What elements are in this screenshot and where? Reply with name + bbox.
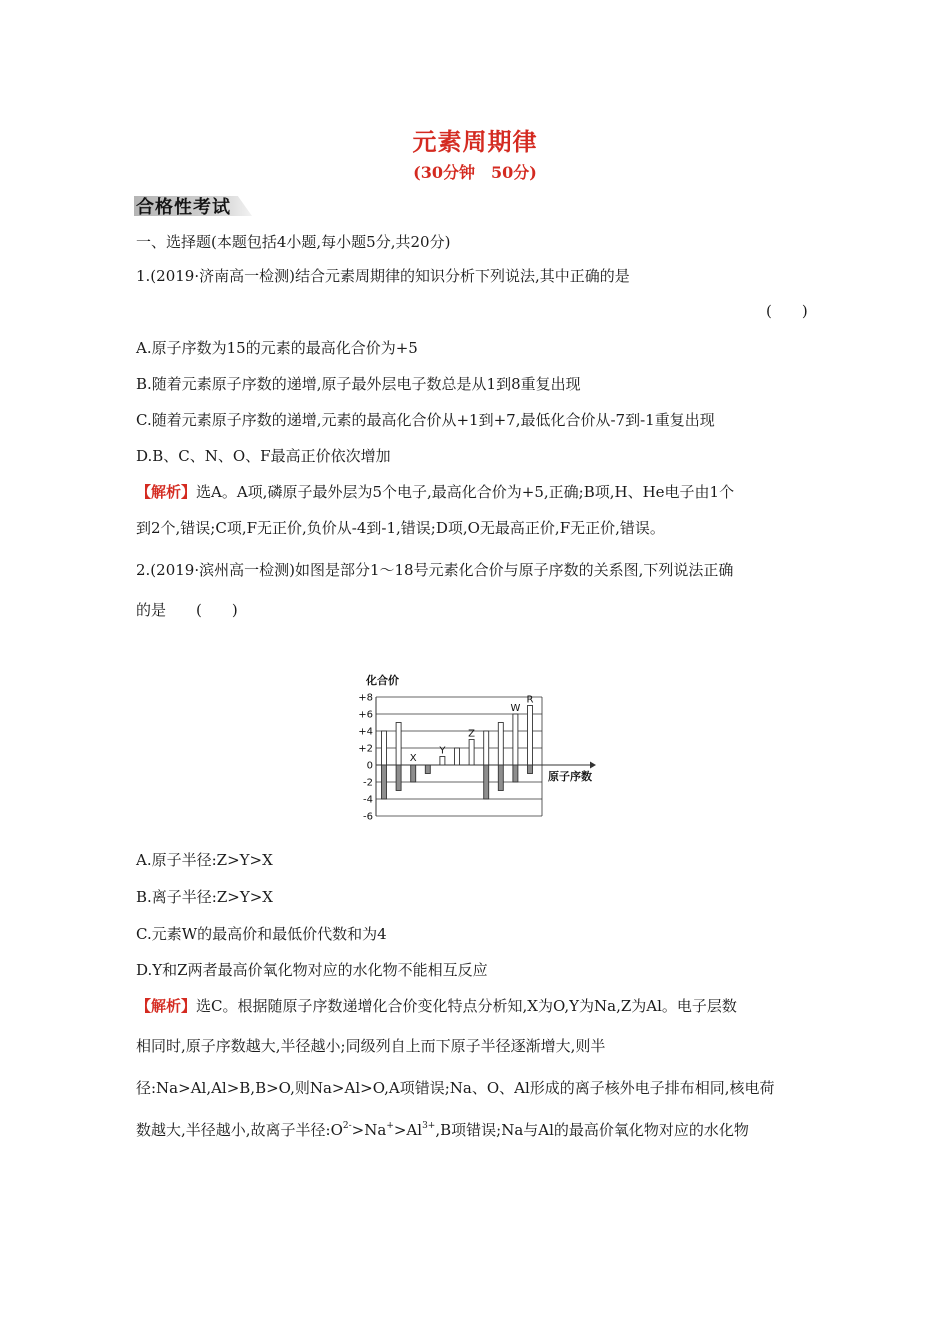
bar-label: Y [439,745,446,757]
part-heading: 一、选择题(本题包括4小题,每小题5分,共20分) [136,233,451,251]
bar-negative [528,765,533,774]
q1-option-b: B.随着元素原子序数的递增,原子最外层电子数总是从1到8重复出现 [136,375,581,393]
x-axis-label: 原子序数 [548,770,592,783]
q2-option-c: C.元素W的最高价和最低价代数和为4 [136,925,387,943]
q2-analysis-line-4 [136,1120,749,1140]
q2-analysis-line-1 [136,996,737,1016]
bar-negative [411,765,416,782]
q2-analysis-line-3: 径:Na>Al,Al>B,B>O,则Na>Al>O,A项错误;Na、O、Al形成的离子核外电子排布相同,核电荷 [136,1079,775,1097]
page-subtitle: (30分钟 50分) [413,163,537,182]
y-tick-label: -6 [363,811,373,823]
page-title: 元素周期律 [412,127,538,156]
valence-chart [352,670,612,825]
y-tick-label: +6 [358,709,373,721]
q1-analysis-text-1: 选A。A项,磷原子最外层为5个电子,最高化合价为+5,正确;B项,H、He电子由1个 [196,483,735,501]
q2-stem-line-2: 的是 ( ) [136,601,238,619]
bar-negative [382,765,387,799]
valence-chart-svg [352,670,612,825]
x-axis-arrow [590,762,596,769]
q2-option-a: A.原子半径:Z>Y>X [136,851,273,869]
bar-label: Z [468,728,476,740]
sodium-ion-charge: + [386,1121,394,1131]
oxide-ion-charge: 2- [342,1121,352,1131]
q1-analysis-tag: 【解析】 [136,483,197,501]
q1-answer-blank: ( ) [766,302,808,320]
q1-option-a: A.原子序数为15的元素的最高化合价为+5 [136,339,418,357]
q2-analysis-text-1: 选C。根据随原子序数递增化合价变化特点分析知,X为O,Y为Na,Z为Al。电子层数 [196,997,737,1015]
section-banner-label: 合格性考试 [136,197,231,218]
q2-analysis-text-4c: >Al [393,1121,423,1139]
bar-positive [513,714,518,765]
q1-analysis-line-1 [136,482,734,502]
q2-option-d: D.Y和Z两者最高价氧化物对应的水化物不能相互反应 [136,961,488,979]
q2-stem-line-1: 2.(2019·滨州高一检测)如图是部分1～18号元素化合价与原子序数的关系图,下列说法正确 [136,561,734,579]
bar-positive [440,757,445,766]
bar-negative [498,765,503,791]
aluminium-ion-charge: 3+ [422,1121,436,1131]
q2-analysis-text-4d: ,B项错误;Na与Al的最高价氧化物对应的水化物 [435,1121,749,1139]
bar-positive [484,731,489,765]
bar-label: R [526,694,534,706]
q2-analysis-tag: 【解析】 [136,997,197,1015]
q1-option-c: C.随着元素原子序数的递增,元素的最高化合价从+1到+7,最低化合价从-7到-1重复出现 [136,411,715,429]
bar-negative [484,765,489,799]
y-tick-label: +2 [358,743,373,755]
bar-positive [396,723,401,766]
q1-analysis-line-2: 到2个,错误;C项,F无正价,负价从-4到-1,错误;D项,O无最高正价,F无正价,错误。 [136,519,665,537]
y-tick-label: +4 [358,726,373,738]
q2-analysis-line-2: 相同时,原子序数越大,半径越小;同级列自上而下原子半径逐渐增大,则半 [136,1037,606,1055]
y-tick-label: 0 [366,760,373,772]
bar-positive [469,740,474,766]
section-banner [134,196,252,216]
q2-analysis-text-4a: 数越大,半径越小,故离子半径:O [136,1121,343,1139]
bar-negative [513,765,518,782]
bar-positive [528,706,533,766]
bar-positive [498,723,503,766]
q2-option-b: B.离子半径:Z>Y>X [136,888,273,906]
bar-label: W [510,703,521,714]
bar-negative [396,765,401,791]
bar-label: X [409,753,417,764]
bar-negative [425,765,430,774]
bar-positive [382,731,387,765]
y-tick-label: -4 [363,794,373,806]
y-tick-label: +8 [358,692,373,704]
y-tick-label: -2 [363,777,373,789]
q2-analysis-text-4b: >Na [351,1121,387,1139]
bar-positive [455,748,460,765]
y-axis-label: 化合价 [366,674,399,687]
q1-option-d: D.B、C、N、O、F最高正价依次增加 [136,447,391,465]
q1-stem: 1.(2019·济南高一检测)结合元素周期律的知识分析下列说法,其中正确的是 [136,267,630,285]
